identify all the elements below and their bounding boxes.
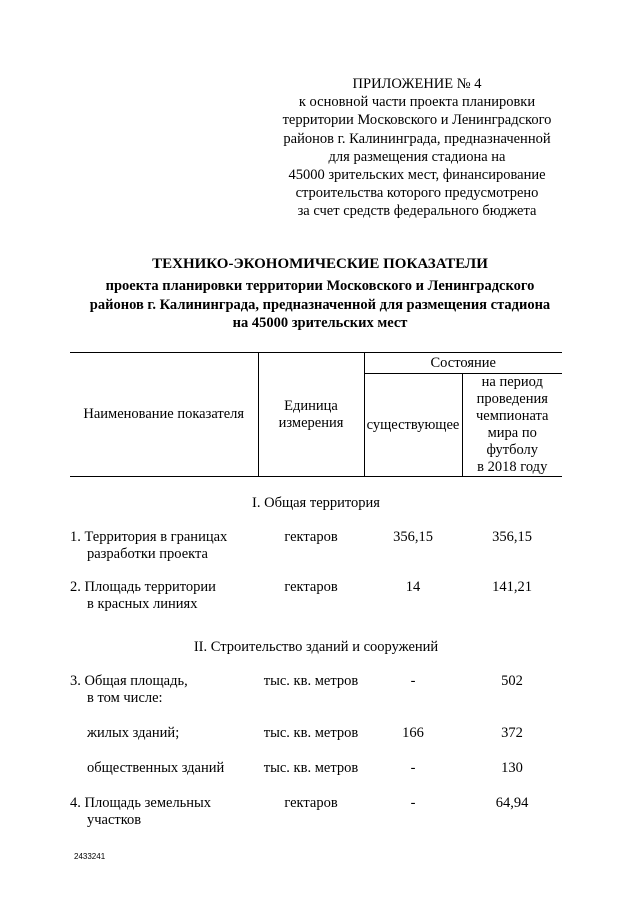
row-name-text: 4. Площадь земельных (70, 795, 212, 811)
header-period-line: на период (481, 374, 543, 390)
row-name (70, 717, 258, 752)
header-name: Наименование показателя (70, 353, 258, 477)
subtitle-line: районов г. Калининграда, предназначенной для размещения стадиона (89, 296, 551, 313)
row-period: 356,15 (492, 529, 532, 545)
row-name-text: 1. Территория в границах (70, 529, 228, 545)
row-unit: тыс. кв. метров (263, 673, 359, 689)
table-row (70, 752, 562, 787)
row-name-text: 2. Площадь территории (70, 579, 216, 595)
row-name-cont: разработки проекта (87, 546, 208, 562)
annex-line: строительства которого предусмотрено (295, 185, 539, 202)
row-period: 372 (501, 725, 523, 741)
table-row (70, 665, 562, 717)
row-period: 141,21 (492, 579, 532, 595)
row-existing: 356,15 (393, 529, 433, 545)
header-period-line: в 2018 году (477, 459, 548, 475)
row-unit: тыс. кв. метров (263, 760, 359, 776)
header-state: Состояние (364, 353, 562, 374)
row-existing: 166 (402, 725, 424, 741)
annex-line: для размещения стадиона на (328, 148, 506, 165)
annex-line: 45000 зрительских мест, финансирование (288, 167, 546, 184)
row-existing: - (410, 673, 416, 689)
subtitle-line: проекта планировки территории Московского и Ленинградского (105, 278, 535, 294)
row-name (70, 521, 258, 571)
row-name-cont: участков (87, 812, 142, 828)
row-unit: гектаров (284, 579, 338, 595)
row-name (70, 665, 258, 717)
header-unit (258, 353, 364, 477)
row-unit: гектаров (284, 529, 338, 545)
header-period-line: проведения (476, 391, 548, 407)
header-period-line: футболу (486, 442, 539, 458)
header-period-line: мира по (487, 425, 537, 441)
row-existing: - (410, 795, 416, 811)
annex-line: районов г. Калининграда, предназначенной (283, 130, 551, 147)
row-period: 130 (501, 760, 523, 776)
document-title: ТЕХНИКО-ЭКОНОМИЧЕСКИЕ ПОКАЗАТЕЛИ (152, 256, 488, 272)
table-row (70, 521, 562, 571)
indicators-table (70, 352, 562, 839)
row-name-text: общественных зданий (87, 760, 225, 776)
row-unit: тыс. кв. метров (263, 725, 359, 741)
annex-line: к основной части проекта планировки (298, 94, 536, 111)
row-name-text: 3. Общая площадь, (70, 673, 188, 689)
row-name (70, 752, 258, 787)
section-heading: II. Строительство зданий и сооружений (193, 638, 439, 655)
row-unit: гектаров (284, 795, 338, 811)
document-subtitle (60, 277, 580, 333)
row-existing: 14 (405, 579, 421, 595)
table-row (70, 717, 562, 752)
header-existing: существующее (364, 374, 462, 477)
row-name-text: жилых зданий; (87, 725, 180, 741)
row-period: 64,94 (495, 795, 529, 811)
header-period (462, 374, 562, 477)
table-row (70, 787, 562, 839)
header-unit-line: измерения (278, 414, 344, 431)
annex-line: за счет средств федерального бюджета (297, 203, 537, 220)
header-period-line: чемпионата (476, 408, 549, 424)
row-existing: - (410, 760, 416, 776)
document-id-footer: 2433241 (74, 852, 106, 861)
row-name-cont: в красных линиях (87, 596, 198, 612)
header-unit-line: Единица (284, 397, 338, 414)
row-name (70, 571, 258, 621)
table-row (70, 571, 562, 621)
row-period: 502 (501, 673, 523, 689)
row-name-cont: в том числе: (87, 690, 163, 706)
subtitle-line: на 45000 зрительских мест (232, 315, 408, 331)
annex-block (262, 75, 572, 221)
annex-line: территории Московского и Ленинградского (282, 112, 552, 129)
section-heading: I. Общая территория (252, 494, 380, 511)
row-name (70, 787, 258, 839)
annex-line: ПРИЛОЖЕНИЕ № 4 (352, 76, 482, 92)
